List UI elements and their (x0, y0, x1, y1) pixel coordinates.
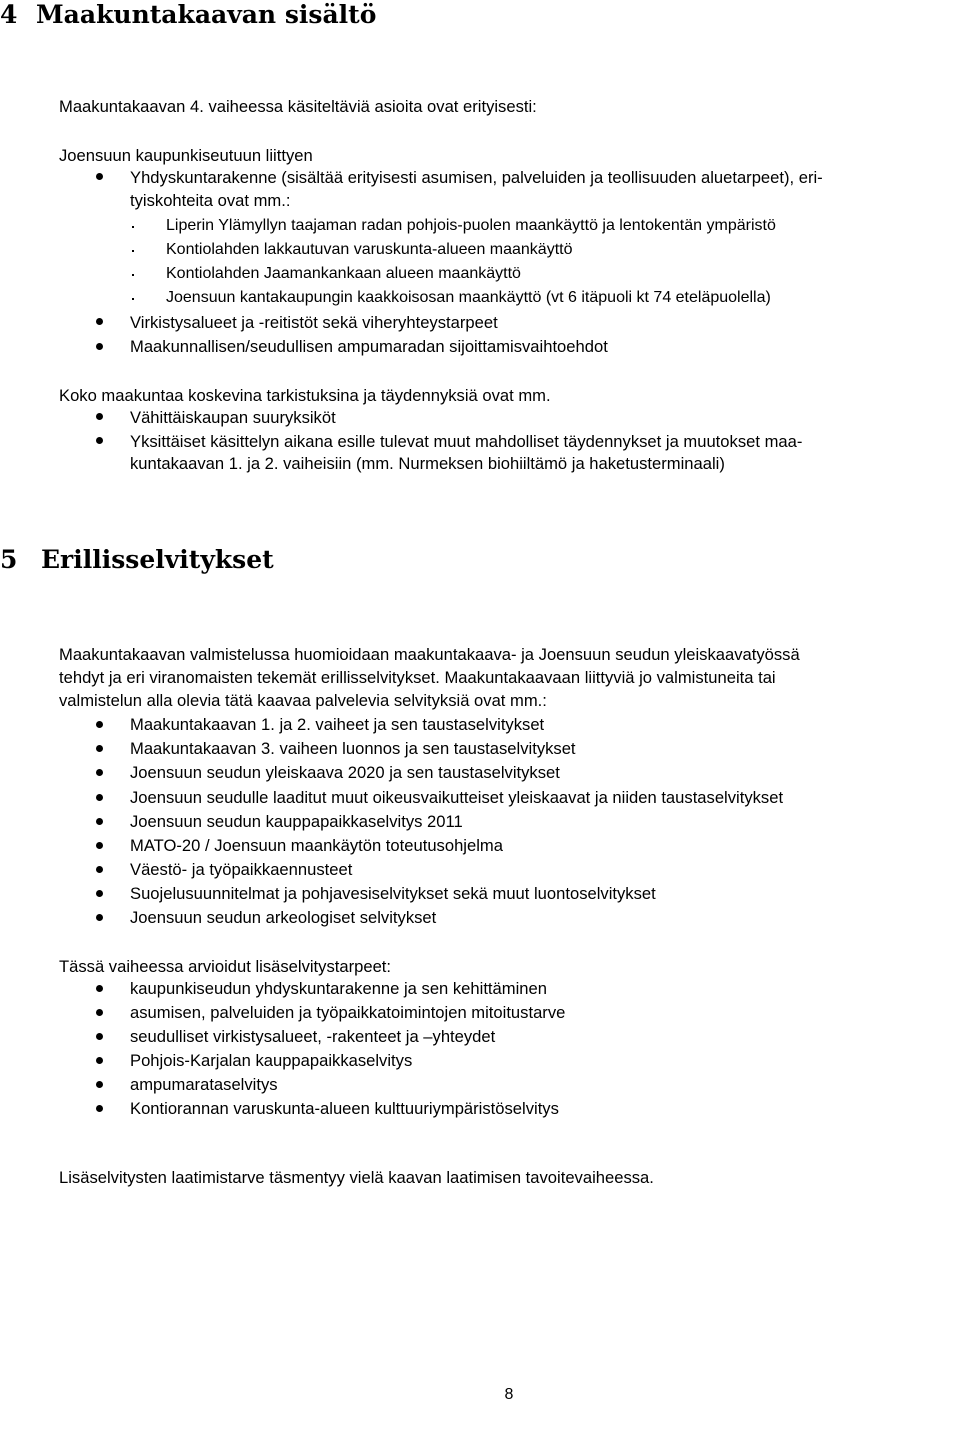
list-item-study: Väestö- ja työpaikkaennusteet (130, 860, 353, 879)
bullet-marker (96, 413, 103, 420)
list-item-study: Joensuun seudun yleiskaava 2020 ja sen taustaselvitykset (130, 763, 560, 782)
list-item-study: Joensuun seudun arkeologiset selvitykset (130, 908, 437, 927)
list-item-need: Kontiorannan varuskunta-alueen kulttuuriympäristöselvitys (130, 1099, 559, 1118)
list-item-study: MATO-20 / Joensuun maankäytön toteutusohjelma (130, 836, 503, 855)
bullet-marker (96, 842, 103, 849)
section-5-paragraph-line2: tehdyt ja eri viranomaisten tekemät erillisselvitykset. Maakuntakaavaan liittyviä jo valmistuneita tai (59, 668, 776, 687)
list-item-vahittaiskauppa: Vähittäiskaupan suuryksiköt (130, 408, 336, 427)
bullet-marker (96, 794, 103, 801)
section-5-number: 5 (0, 545, 18, 574)
bullet-marker (96, 818, 103, 825)
section-4-heading (0, 0, 376, 30)
section-5-paragraph-line3: valmistelun alla olevia tätä kaavaa palvelevia selvityksiä ovat mm.: (59, 691, 547, 710)
list-item-study: Suojelusuunnitelmat ja pohjavesiselvitykset sekä muut luontoselvitykset (130, 884, 656, 903)
page-number: 8 (504, 1386, 514, 1403)
bullet-marker (96, 721, 103, 728)
list-item-need: Pohjois-Karjalan kauppapaikkaselvitys (130, 1051, 413, 1070)
list-item-need: seudulliset virkistysalueet, -rakenteet ja –yhteydet (130, 1027, 496, 1046)
sub-item-kontiolahti-varuskunta: Kontiolahden lakkautuvan varuskunta-alueen maankäyttö (166, 241, 573, 258)
list-item-yhdyskuntarakenne-line2: tyiskohteita ovat mm.: (130, 191, 291, 210)
section-4-title: Maakuntakaavan sisältö (36, 0, 377, 29)
section-5-title: Erillisselvitykset (41, 545, 274, 574)
bullet-marker (96, 173, 103, 180)
section-4-number: 4 (0, 0, 18, 29)
bullet-marker (96, 769, 103, 776)
bullet-marker (96, 1057, 103, 1064)
list-item-ampumarata: Maakunnallisen/seudullisen ampumaradan sijoittamisvaihtoehdot (130, 337, 608, 356)
list-item-virkistysalueet: Virkistysalueet ja -reitistöt sekä viheryhteystarpeet (130, 313, 498, 332)
sub-bullet-marker (132, 226, 134, 228)
sub-item-liperi: Liperin Ylämyllyn taajaman radan pohjois-puolen maankäyttö ja lentokentän ympäristö (166, 217, 776, 234)
bullet-marker (96, 437, 103, 444)
sub-bullet-marker (132, 298, 134, 300)
bullet-marker (96, 318, 103, 325)
whole-region-label: Koko maakuntaa koskevina tarkistuksina ja täydennyksiä ovat mm. (59, 386, 551, 405)
bullet-marker (96, 1081, 103, 1088)
needs-label: Tässä vaiheessa arvioidut lisäselvitystarpeet: (59, 957, 392, 976)
bullet-marker (96, 985, 103, 992)
bullet-marker (96, 914, 103, 921)
bullet-marker (96, 1033, 103, 1040)
sub-bullet-marker (132, 250, 134, 252)
bullet-marker (96, 1105, 103, 1112)
list-item-yksittaiset-line1: Yksittäiset käsittelyn aikana esille tulevat muut mahdolliset täydennykset ja muutokset maa- (130, 432, 803, 451)
list-item-study: Joensuun seudulle laaditut muut oikeusvaikutteiset yleiskaavat ja niiden taustaselvitykset (130, 788, 784, 807)
list-item-need: asumisen, palveluiden ja työpaikkatoimintojen mitoitustarve (130, 1003, 566, 1022)
sub-item-jaamankangas: Kontiolahden Jaamankankaan alueen maankäyttö (166, 265, 521, 282)
list-item-need: ampumarataselvitys (130, 1075, 278, 1094)
list-item-study: Joensuun seudun kauppapaikkaselvitys 2011 (130, 812, 463, 831)
section-4-intro: Maakuntakaavan 4. vaiheessa käsiteltäviä asioita ovat erityisesti: (59, 97, 537, 116)
bullet-marker (96, 745, 103, 752)
list-item-study: Maakuntakaavan 3. vaiheen luonnos ja sen taustaselvitykset (130, 739, 576, 758)
closing-sentence: Lisäselvitysten laatimistarve täsmentyy vielä kaavan laatimisen tavoitevaiheessa. (59, 1168, 654, 1187)
section-5-paragraph-line1: Maakuntakaavan valmistelussa huomioidaan maakuntakaava- ja Joensuun seudun yleiskaavatyössä (59, 645, 800, 664)
bullet-marker (96, 1009, 103, 1016)
list-item-yksittaiset-line2: kuntakaavan 1. ja 2. vaiheisiin (mm. Nurmeksen biohiiltämö ja haketusterminaali) (130, 454, 725, 473)
bullet-marker (96, 343, 103, 350)
bullet-marker (96, 866, 103, 873)
bullet-marker (96, 890, 103, 897)
section-5-heading (0, 545, 274, 575)
list-item-study: Maakuntakaavan 1. ja 2. vaiheet ja sen taustaselvitykset (130, 715, 545, 734)
sub-item-joensuu-kantakaupunki: Joensuun kantakaupungin kaakkoisosan maankäyttö (vt 6 itäpuoli kt 74 eteläpuolella) (166, 289, 771, 306)
list-item-yhdyskuntarakenne-line1: Yhdyskuntarakenne (sisältää erityisesti asumisen, palveluiden ja teollisuuden aluetarpeet), eri- (130, 168, 823, 187)
list-item-need: kaupunkiseudun yhdyskuntarakenne ja sen kehittäminen (130, 979, 547, 998)
sub-bullet-marker (132, 274, 134, 276)
group-label-joensuu: Joensuun kaupunkiseutuun liittyen (59, 146, 313, 165)
